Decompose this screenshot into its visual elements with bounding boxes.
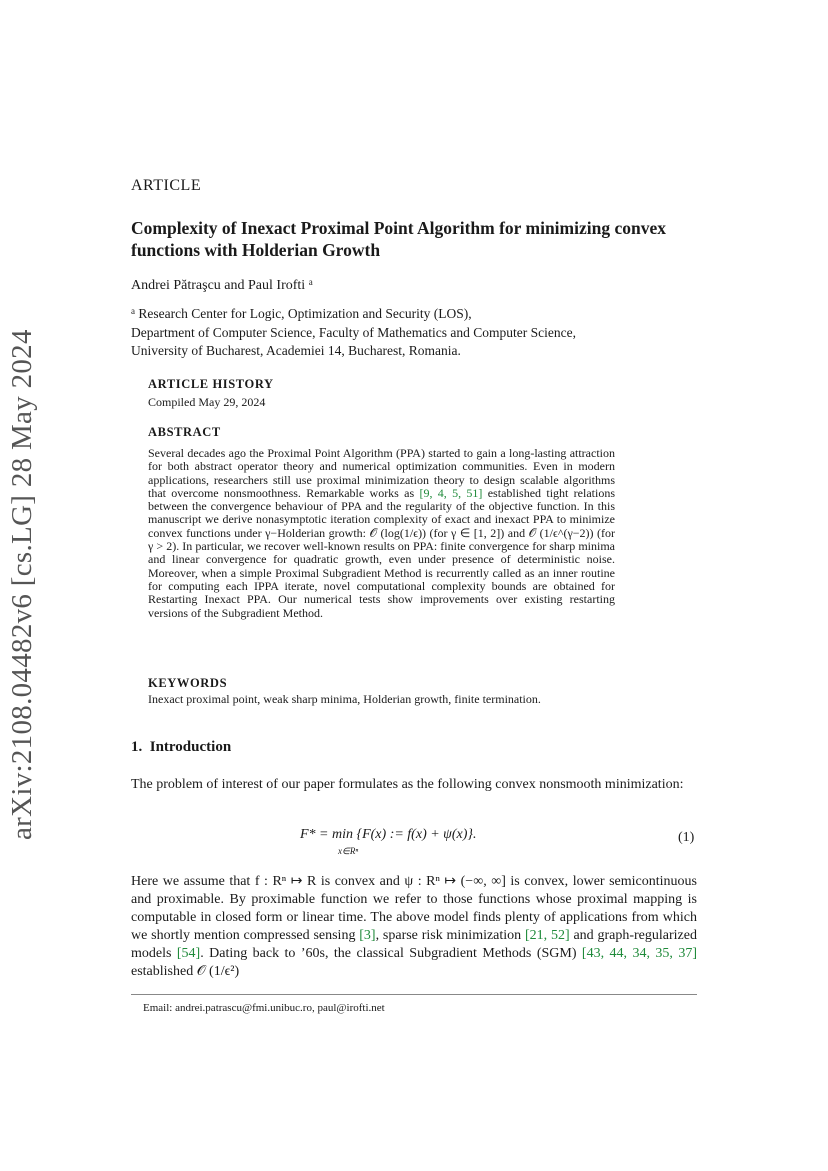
author-affiliation-mark: a	[308, 277, 313, 287]
affiliation-line: $^a$ Research Center for Logic, Optimization and Security (LOS),	[131, 306, 472, 321]
arxiv-identifier: arXiv:2108.04482v6 [cs.LG] 28 May 2024	[6, 329, 38, 840]
footnote-email: Email: andrei.patrascu@fmi.unibuc.ro, paul@irofti.net	[143, 1002, 385, 1014]
citation-link[interactable]: [3]	[359, 928, 376, 943]
citation-link[interactable]: [54]	[176, 946, 201, 961]
paper-title: Complexity of Inexact Proximal Point Algorithm for minimizing convex functions with Holderian Growth	[131, 218, 666, 260]
abstract-text: Several decades ago the Proximal Point Algorithm (PPA) started to gain a long-lasting attraction for both abstract operator theory and numerical optimization communities. Even in modern applications, researchers still use proximal minimization theory to design scalable algorithms that overcome nonsmoothness. Remarkable works as [9, 4, 5, 51] established tight relations between the convergence behaviour of PPA and the regularity of the objective function. In this manuscript we derive nonasymptotic iteration complexity of exact and inexact PPA to minimize convex functions under γ−Holderian growth: 𝒪 (log(1/ϵ)) (for γ ∈ [1, 2]) and 𝒪 (1/ϵ^(γ−2)) (for γ > 2). In particular, we recover well-known results on PPA: finite convergence for sharp minima and linear convergence for quadratic growth, even under presence of deterministic noise. Moreover, when a simple Proximal Subgradient Method is recurrently called as an inner routine for computing each IPPA iterate, novel computational complexity bounds are obtained for Restarting Inexact PPA. Our numerical tests show improvements over existing restarting versions of the Subgradient Method.	[148, 446, 615, 620]
citation-link[interactable]: [9, 4, 5, 51]	[419, 485, 483, 500]
affiliation-line: Department of Computer Science, Faculty of Mathematics and Computer Science,	[131, 324, 576, 340]
article-history-heading: ARTICLE HISTORY	[148, 377, 274, 391]
section-number: 1.	[131, 739, 143, 755]
keywords-text: Inexact proximal point, weak sharp minima, Holderian growth, finite termination.	[148, 692, 541, 706]
section-heading	[131, 739, 231, 756]
affiliation-line: University of Bucharest, Academiei 14, Bucharest, Romania.	[131, 343, 461, 358]
author-list	[131, 277, 313, 294]
keywords-heading: KEYWORDS	[148, 676, 228, 690]
authors-text: Andrei Pătraşcu and Paul Irofti	[131, 278, 306, 293]
compiled-date: Compiled May 29, 2024	[148, 395, 266, 409]
equation-1: F* = min {F(x) := f(x) + ψ(x)}.	[300, 827, 477, 842]
equation-number: (1)	[678, 830, 695, 845]
citation-link[interactable]: [43, 44, 34, 35, 37]	[581, 946, 697, 961]
section-title: Introduction	[149, 739, 232, 755]
equation-subscript: x∈Rⁿ	[338, 846, 359, 856]
footnote-divider	[131, 994, 697, 995]
article-label: ARTICLE	[131, 177, 202, 194]
intro-paragraph: The problem of interest of our paper formulates as the following convex nonsmooth minimization:	[131, 777, 684, 792]
affiliation-block	[131, 302, 711, 361]
abstract-heading: ABSTRACT	[148, 425, 221, 439]
intro-paragraph-2: Here we assume that f : Rⁿ ↦ R is convex and ψ : Rⁿ ↦ (−∞, ∞] is convex, lower semicontinuous and proximable. By proximable function we refer to those functions whose proximal mapping is computable in closed form or linear time. The above model finds plenty of applications from which we shortly mention compressed sensing [3], sparse risk minimization [21, 52] and graph-regularized models [54]. Dating back to ’60s, the classical Subgradient Methods (SGM) [43, 44, 34, 35, 37] established 𝒪 (1/ϵ²)	[131, 874, 697, 979]
citation-link[interactable]: [21, 52]	[525, 928, 570, 943]
affiliation-mark: a	[131, 306, 135, 316]
